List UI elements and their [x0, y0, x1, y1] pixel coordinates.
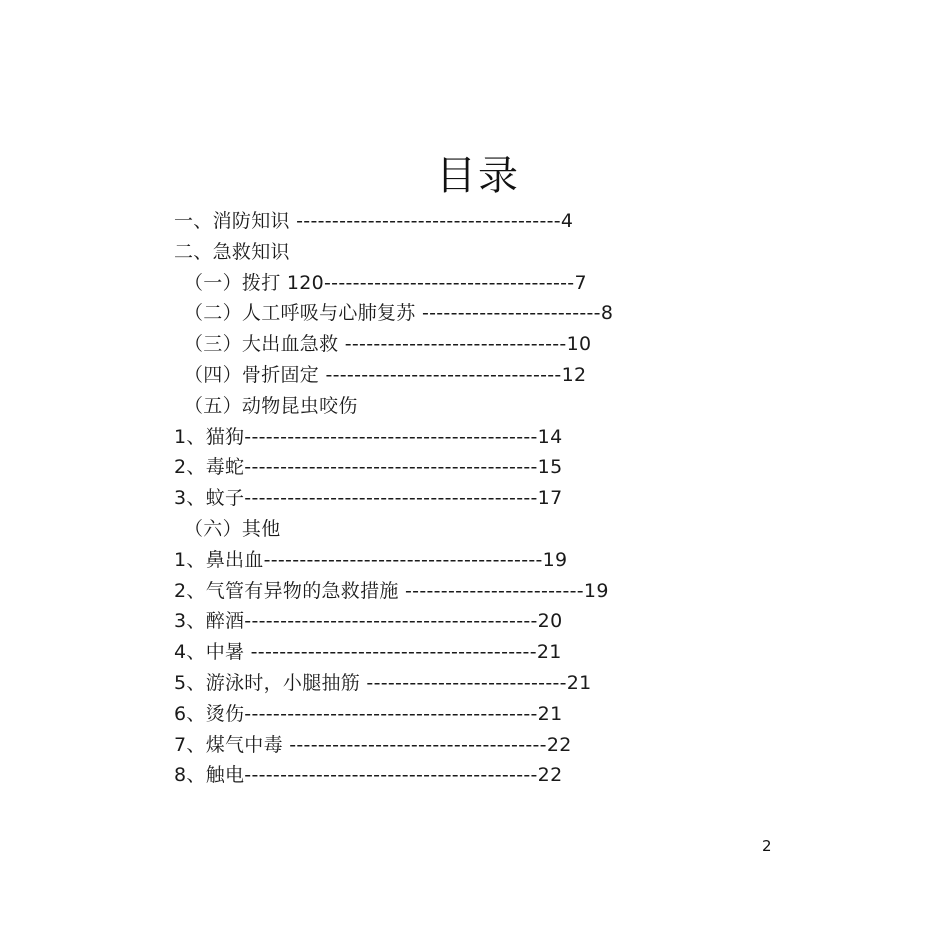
toc-entry-leg-cramp: 5、游泳时，小腿抽筋 ----------------------------21: [174, 671, 592, 694]
toc-entry-bites: （五）动物昆虫咬伤: [184, 394, 358, 417]
toc-title: 目录: [436, 153, 520, 199]
toc-entry-nosebleed: 1、鼻出血---------------------------------------19: [174, 548, 568, 571]
toc-entry-other: （六）其他: [184, 517, 281, 540]
toc-entry-fire-safety: 一、消防知识 -------------------------------------4: [174, 210, 574, 232]
toc-entry-gas-poisoning: 7、煤气中毒 ------------------------------------22: [174, 733, 572, 756]
toc-entry-fracture: （四）骨折固定 ---------------------------------12: [184, 363, 587, 386]
toc-entry-snakes: 2、毒蛇-----------------------------------------15: [174, 456, 563, 479]
toc-entry-mosquitoes: 3、蚊子-----------------------------------------17: [174, 487, 563, 510]
toc-entry-first-aid: 二、急救知识: [174, 240, 290, 263]
toc-entry-call-120: （一）拨打 120-----------------------------------7: [184, 271, 587, 294]
page-number: 2: [762, 837, 772, 855]
toc-list: [174, 205, 694, 790]
toc-entry-airway-obstruction: 2、气管有异物的急救措施 -------------------------19: [174, 579, 609, 602]
toc-entry-heatstroke: 4、中暑 ----------------------------------------21: [174, 641, 562, 664]
toc-entry-cpr: （二）人工呼吸与心肺复苏 -------------------------8: [184, 302, 614, 325]
toc-entry-electric-shock: 8、触电-----------------------------------------22: [174, 764, 563, 787]
toc-entry-cats-dogs: 1、猫狗-----------------------------------------14: [174, 425, 563, 448]
toc-entry-scald: 6、烫伤-----------------------------------------21: [174, 702, 563, 725]
toc-entry-drunkenness: 3、醉酒-----------------------------------------20: [174, 610, 563, 633]
toc-entry-bleeding: （三）大出血急救 -------------------------------10: [184, 333, 592, 356]
